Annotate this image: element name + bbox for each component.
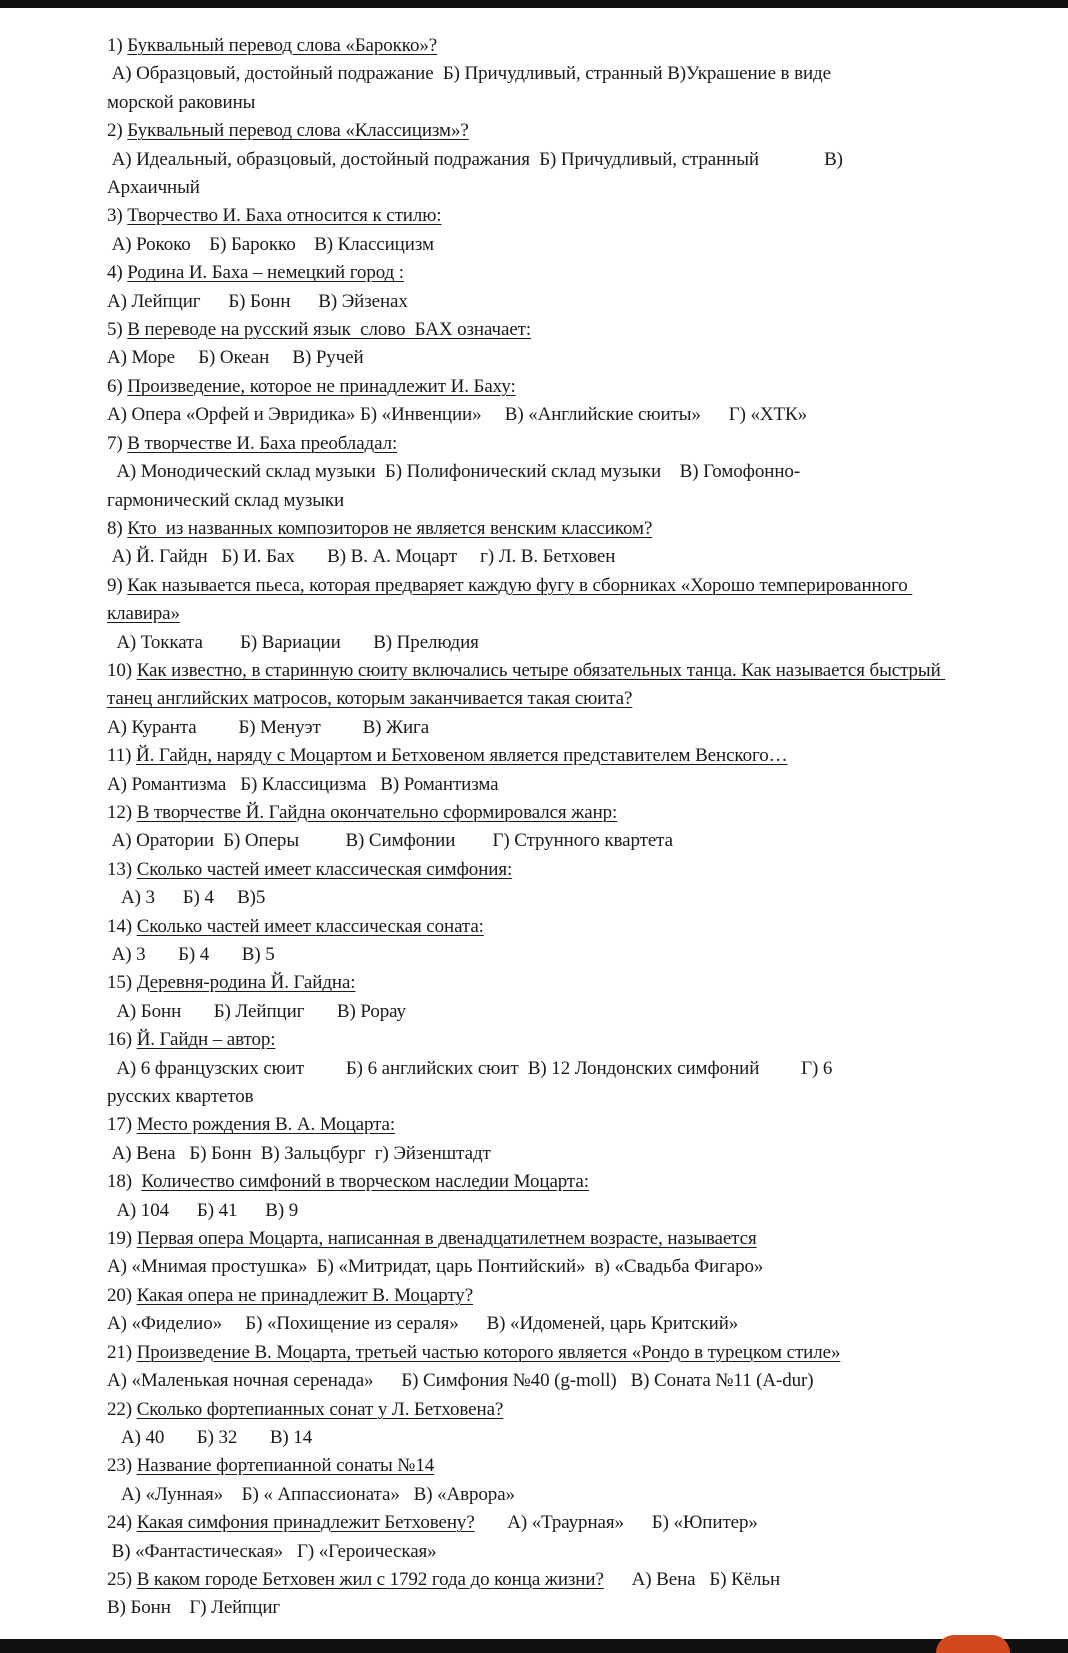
question-block <box>107 572 949 657</box>
answer-options: А) «Маленькая ночная серенада» Б) Симфония №40 (g-moll) В) Соната №11 (A-dur) <box>107 1370 814 1392</box>
answer-options: А) Оратории Б) Оперы В) Симфонии Г) Струнного квартета <box>107 830 673 852</box>
question-block <box>107 1026 949 1111</box>
question-number: 7) <box>107 432 128 454</box>
question-text: Й. Гайдн, наряду с Моцартом и Бетховеном является представителем Венского… <box>135 745 788 767</box>
question-block <box>107 799 949 856</box>
question-block <box>107 515 949 572</box>
question-block <box>107 373 949 430</box>
question-line <box>107 1282 949 1310</box>
question-text: Как известно, в старинную сюиту включались четыре обязательных танца. Как называется быстрый танец английских матросов, которым заканчивается такая сюита? <box>107 659 946 710</box>
question-text: Какая симфония принадлежит Бетховену? <box>136 1512 475 1534</box>
answer-options: Архаичный <box>107 177 200 199</box>
question-text: Буквальный перевод слова «Классицизм»? <box>127 120 469 142</box>
question-block <box>107 1339 949 1396</box>
question-line <box>107 515 949 543</box>
question-text: Сколько фортепианных сонат у Л. Бетховена? <box>136 1398 504 1420</box>
question-number: 16) <box>107 1029 137 1051</box>
answer-options: А) Токката Б) Вариации В) Прелюдия <box>107 631 479 653</box>
question-text: Кто из названных композиторов не является венским классиком? <box>127 517 653 539</box>
floating-button-edge <box>936 1635 1010 1653</box>
question-line <box>107 799 949 827</box>
question-number: 22) <box>107 1398 137 1420</box>
question-line <box>107 1168 949 1196</box>
question-text: В каком городе Бетховен жил с 1792 года до конца жизни? <box>136 1568 604 1590</box>
answer-options: А) 104 Б) 41 В) 9 <box>107 1199 299 1221</box>
question-line <box>107 259 949 287</box>
question-number: 18) <box>107 1171 142 1193</box>
question-text: Сколько частей имеет классическая соната: <box>136 915 484 937</box>
question-block <box>107 1396 949 1453</box>
answer-options-inline: А) Вена Б) Кёльн <box>603 1568 781 1590</box>
question-number: 14) <box>107 915 137 937</box>
answer-options: В) «Фантастическая» Г) «Героическая» <box>107 1540 437 1562</box>
question-block <box>107 430 949 515</box>
question-line <box>107 1452 949 1480</box>
question-block <box>107 1509 949 1566</box>
question-block <box>107 1111 949 1168</box>
question-text: Как называется пьеса, которая предваряет каждую фугу в сборниках «Хорошо темперированного клавира» <box>107 574 913 625</box>
question-text: В переводе на русский язык слово БАХ означает: <box>127 319 532 341</box>
answer-options: А) Опера «Орфей и Эвридика» Б) «Инвенции» В) «Английские сюиты» Г) «ХТК» <box>107 404 807 426</box>
question-number: 20) <box>107 1284 137 1306</box>
question-text: Деревня-родина Й. Гайдна: <box>136 972 356 994</box>
question-text: В творчестве И. Баха преобладал: <box>127 432 398 454</box>
question-line <box>107 913 949 941</box>
question-text: Буквальный перевод слова «Барокко»? <box>127 35 438 56</box>
answer-options: А) Море Б) Океан В) Ручей <box>107 347 364 369</box>
question-number: 5) <box>107 319 128 341</box>
question-text: Творчество И. Баха относится к стилю: <box>127 205 442 227</box>
question-number: 9) <box>107 574 128 596</box>
answer-options: А) Монодический склад музыки Б) Полифонический склад музыки В) Гомофонно- <box>107 461 801 483</box>
answer-options: А) «Фиделио» Б) «Похищение из сераля» В) «Идоменей, царь Критский» <box>107 1313 739 1335</box>
question-block <box>107 1566 949 1623</box>
answer-options: А) Идеальный, образцовый, достойный подражания Б) Причудливый, странный В) <box>107 148 843 170</box>
answer-options: А) 3 Б) 4 В)5 <box>107 887 266 909</box>
question-line <box>107 202 949 230</box>
question-line <box>107 1509 949 1537</box>
question-number: 12) <box>107 801 137 823</box>
answer-options: А) «Мнимая простушка» Б) «Митридат, царь Понтийский» в) «Свадьба Фигаро» <box>107 1256 764 1278</box>
answer-options: А) 6 французских сюит Б) 6 английских сюит В) 12 Лондонских симфоний Г) 6 <box>107 1057 833 1079</box>
answer-options: А) Образцовый, достойный подражание Б) Причудливый, странный В)Украшение в виде <box>107 63 831 85</box>
question-block <box>107 202 949 259</box>
question-number: 10) <box>107 659 137 681</box>
answer-options: русских квартетов <box>107 1086 254 1108</box>
question-line <box>107 117 949 145</box>
question-line <box>107 1396 949 1424</box>
question-line <box>107 32 949 60</box>
question-block <box>107 1225 949 1282</box>
question-number: 4) <box>107 262 128 284</box>
answer-options: А) Рококо Б) Барокко В) Классицизм <box>107 233 434 255</box>
question-number: 6) <box>107 375 128 397</box>
question-text: Место рождения В. А. Моцарта: <box>136 1114 396 1136</box>
question-line <box>107 856 949 884</box>
answer-options: А) «Лунная» Б) « Аппассионата» В) «Аврора» <box>107 1483 515 1505</box>
question-number: 24) <box>107 1512 137 1534</box>
answer-options: А) Лейпциг Б) Бонн В) Эйзенах <box>107 290 408 312</box>
question-block <box>107 1282 949 1339</box>
question-line <box>107 1566 949 1594</box>
question-block <box>107 259 949 316</box>
question-number: 15) <box>107 972 137 994</box>
bottom-border <box>0 1639 1068 1653</box>
question-text: Сколько частей имеет классическая симфония: <box>136 858 513 880</box>
top-border <box>0 0 1068 8</box>
question-line <box>107 1111 949 1139</box>
question-block <box>107 913 949 970</box>
question-block <box>107 856 949 913</box>
answer-options: А) Романтизма Б) Классицизма В) Романтизма <box>107 773 499 795</box>
question-text: Первая опера Моцарта, написанная в двенадцатилетнем возрасте, называется <box>136 1228 757 1250</box>
question-block <box>107 117 949 202</box>
question-block <box>107 657 949 742</box>
answer-options: А) 40 Б) 32 В) 14 <box>107 1426 313 1448</box>
question-block <box>107 742 949 799</box>
answer-options: А) Й. Гайдн Б) И. Бах В) В. А. Моцарт г) Л. В. Бетховен <box>107 546 616 568</box>
question-text: Название фортепианной сонаты №14 <box>136 1455 435 1477</box>
question-text: Произведение, которое не принадлежит И. Баху: <box>127 375 516 397</box>
answer-options: А) Вена Б) Бонн В) Зальцбург г) Эйзенштадт <box>107 1142 491 1164</box>
question-line <box>107 742 949 770</box>
question-number: 3) <box>107 205 128 227</box>
question-number: 8) <box>107 517 128 539</box>
answer-options: А) 3 Б) 4 В) 5 <box>107 944 275 965</box>
question-number: 13) <box>107 858 137 880</box>
answer-options: гармонический склад музыки <box>107 489 345 511</box>
question-line <box>107 657 949 714</box>
question-block <box>107 1168 949 1225</box>
question-block <box>107 316 949 373</box>
question-block <box>107 1452 949 1509</box>
quiz-document <box>107 32 949 1623</box>
question-line <box>107 1225 949 1253</box>
answer-options: В) Бонн Г) Лейпциг <box>107 1597 281 1619</box>
question-number: 19) <box>107 1228 137 1250</box>
question-number: 17) <box>107 1114 137 1136</box>
question-line <box>107 572 949 629</box>
answer-options: А) Куранта Б) Менуэт В) Жига <box>107 716 430 738</box>
question-number: 25) <box>107 1568 137 1590</box>
question-number: 23) <box>107 1455 137 1477</box>
question-line <box>107 316 949 344</box>
question-text: Количество симфоний в творческом наследии Моцарта: <box>141 1171 589 1193</box>
question-block <box>107 969 949 1026</box>
answer-options: морской раковины <box>107 91 256 113</box>
question-number: 11) <box>107 745 136 767</box>
question-line <box>107 430 949 458</box>
question-text: В творчестве Й. Гайдна окончательно сформировался жанр: <box>136 801 618 823</box>
question-text: Произведение В. Моцарта, третьей частью которого является «Рондо в турецком стиле» <box>136 1341 841 1363</box>
question-line <box>107 1339 949 1367</box>
answer-options-inline: А) «Траурная» Б) «Юпитер» <box>474 1512 758 1534</box>
question-number: 21) <box>107 1341 137 1363</box>
question-number: 2) <box>107 120 128 142</box>
question-line <box>107 373 949 401</box>
answer-options: А) Бонн Б) Лейпциг В) Рорау <box>107 1000 406 1022</box>
question-text: Й. Гайдн – автор: <box>136 1029 276 1051</box>
question-line <box>107 969 949 997</box>
question-text: Родина И. Баха – немецкий город : <box>127 262 404 284</box>
question-line <box>107 1026 949 1054</box>
question-number: 1) <box>107 35 128 56</box>
question-text: Какая опера не принадлежит В. Моцарту? <box>136 1284 474 1306</box>
question-block <box>107 32 949 117</box>
